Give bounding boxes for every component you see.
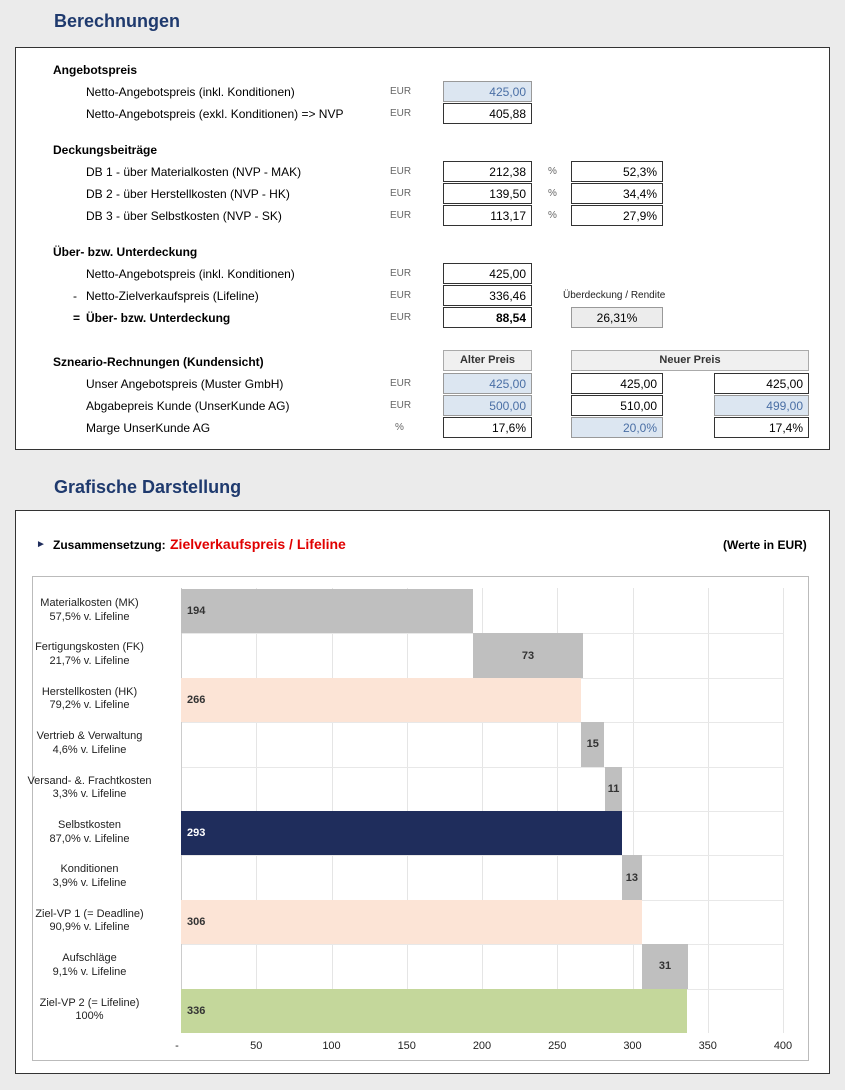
rendite-label: Überdeckung / Rendite (563, 290, 666, 301)
deckung-heading: Über- bzw. Unterdeckung (53, 245, 198, 259)
x-tick-label: 250 (548, 1040, 567, 1052)
db2-pct: 34,4% (571, 183, 663, 204)
db1-pct: 52,3% (571, 161, 663, 182)
szenario-neu1-angebotspreis: 425,00 (571, 373, 663, 394)
deckung-row-3-label: Über- bzw. Unterdeckung (86, 311, 231, 325)
category-label: Ziel-VP 2 (= Lifeline) 100% (39, 996, 140, 1023)
szenario-neu2-abgabepreis-input[interactable]: 499,00 (714, 395, 809, 416)
db3-unit: EUR (390, 210, 412, 221)
unit-note: (Werte in EUR) (723, 538, 807, 552)
szenario-row-3-unit: % (395, 422, 404, 433)
bar-6 (181, 811, 622, 855)
play-arrow-icon: ► (36, 539, 46, 550)
grid-line-h (181, 722, 784, 723)
deckungsbeitraege-heading: Deckungsbeiträge (53, 143, 158, 157)
category-label: Ziel-VP 1 (= Deadline) 90,9% v. Lifeline (35, 907, 144, 934)
db2-pct-unit: % (548, 188, 557, 199)
angebotspreis-input[interactable]: 425,00 (443, 81, 532, 102)
nvp-value: 405,88 (443, 103, 532, 124)
category-label: Selbstkosten 87,0% v. Lifeline (49, 819, 130, 845)
x-tick-label: 50 (250, 1040, 263, 1052)
db3-label: DB 3 - über Selbstkosten (NVP - SK) (86, 209, 282, 223)
szenario-neu2-angebotspreis: 425,00 (714, 373, 809, 394)
angebotspreis-heading: Angebotspreis (53, 63, 138, 77)
data-label: 293 (187, 827, 206, 840)
category-label: Vertrieb & Verwaltung 4,6% v. Lifeline (36, 730, 143, 756)
db2-label: DB 2 - über Herstellkosten (NVP - HK) (86, 187, 290, 201)
szenario-neu2-marge: 17,4% (714, 417, 809, 438)
data-label: 11 (607, 782, 620, 795)
deckung-row-2-prefix: - (73, 289, 77, 303)
chart-subtitle: Zielverkaufspreis / Lifeline (170, 536, 346, 552)
category-label: Materialkosten (MK) 57,5% v. Lifeline (40, 597, 139, 623)
angebotspreis-row-2-unit: EUR (390, 108, 412, 119)
x-tick-label: 300 (623, 1040, 642, 1052)
db1-label: DB 1 - über Materialkosten (NVP - MAK) (86, 165, 302, 179)
data-label: 194 (187, 605, 206, 618)
deckung-row-2-value: 336,46 (443, 285, 532, 306)
data-label: 73 (521, 649, 535, 662)
db2-value: 139,50 (443, 183, 532, 204)
neuer-preis-header: Neuer Preis (571, 350, 809, 371)
category-label: Versand- &. Frachtkosten 3,3% v. Lifeline (27, 774, 152, 801)
deckung-row-2-unit: EUR (390, 290, 412, 301)
data-label: 13 (625, 871, 638, 884)
szenario-neu1-abgabepreis: 510,00 (571, 395, 663, 416)
data-label: 306 (187, 916, 206, 928)
angebotspreis-row-2-label: Netto-Angebotspreis (exkl. Konditionen) => NVP (86, 107, 344, 121)
szenario-alt-angebotspreis-input[interactable]: 425,00 (443, 373, 532, 394)
deckung-row-1-value: 425,00 (443, 263, 532, 284)
db2-unit: EUR (390, 188, 412, 199)
x-tick-label: 400 (773, 1040, 793, 1052)
x-tick-label: 150 (397, 1040, 416, 1052)
category-label: Fertigungskosten (FK) 21,7% v. Lifeline (35, 641, 144, 667)
bar-10 (181, 989, 687, 1033)
bar-8 (181, 900, 642, 944)
chart-subtitle-prefix: Zusammensetzung: (53, 538, 166, 552)
db3-value: 113,17 (443, 205, 532, 226)
db1-unit: EUR (390, 166, 412, 177)
category-label: Herstellkosten (HK) 79,2% v. Lifeline (41, 685, 138, 712)
x-tick-label: 200 (472, 1040, 492, 1052)
rendite-value: 26,31% (571, 307, 663, 328)
bar-1 (181, 589, 473, 633)
x-tick-label: 350 (698, 1040, 717, 1052)
data-label: 31 (658, 960, 672, 973)
berechnungen-title: Berechnungen (54, 11, 181, 31)
grid-line-h (181, 855, 784, 856)
category-label: Konditionen 3,9% v. Lifeline (52, 863, 127, 889)
szenario-alt-marge: 17,6% (443, 417, 532, 438)
data-label: 15 (586, 738, 599, 751)
db3-pct-unit: % (548, 210, 557, 221)
db1-pct-unit: % (548, 166, 557, 177)
deckung-row-3-unit: EUR (390, 312, 412, 323)
szenario-row-2-unit: EUR (390, 400, 412, 411)
bar-3 (181, 678, 581, 722)
db3-pct: 27,9% (571, 205, 663, 226)
x-tick-label: 100 (322, 1040, 341, 1052)
category-label: Aufschläge 9,1% v. Lifeline (52, 952, 127, 978)
szenario-row-2-label: Abgabepreis Kunde (UnserKunde AG) (86, 399, 290, 413)
data-label: 336 (187, 1004, 206, 1017)
x-tick-label: - (175, 1040, 179, 1052)
angebotspreis-row-1-unit: EUR (390, 86, 412, 97)
data-label: 266 (187, 694, 206, 706)
grid-line-h (181, 767, 784, 768)
szenario-row-1-unit: EUR (390, 378, 412, 389)
szenario-alt-abgabepreis-input[interactable]: 500,00 (443, 395, 532, 416)
szenario-neu1-marge-input[interactable]: 20,0% (571, 417, 663, 438)
db1-value: 212,38 (443, 161, 532, 182)
deckung-row-1-unit: EUR (390, 268, 412, 279)
grid-line-h (181, 944, 784, 945)
szenario-row-3-label: Marge UnserKunde AG (86, 421, 211, 435)
deckung-row-1-label: Netto-Angebotspreis (inkl. Konditionen) (86, 267, 295, 281)
grafik-title: Grafische Darstellung (54, 477, 242, 497)
deckung-total-value: 88,54 (443, 307, 532, 328)
angebotspreis-row-1-label: Netto-Angebotspreis (inkl. Konditionen) (86, 85, 295, 99)
szenario-row-1-label: Unser Angebotspreis (Muster GmbH) (86, 377, 284, 391)
deckung-row-3-prefix: = (73, 311, 81, 325)
alter-preis-header: Alter Preis (443, 350, 532, 371)
deckung-row-2-label: Netto-Zielverkaufspreis (Lifeline) (86, 289, 259, 303)
szenario-heading: Szneario-Rechnungen (Kundensicht) (53, 355, 264, 369)
